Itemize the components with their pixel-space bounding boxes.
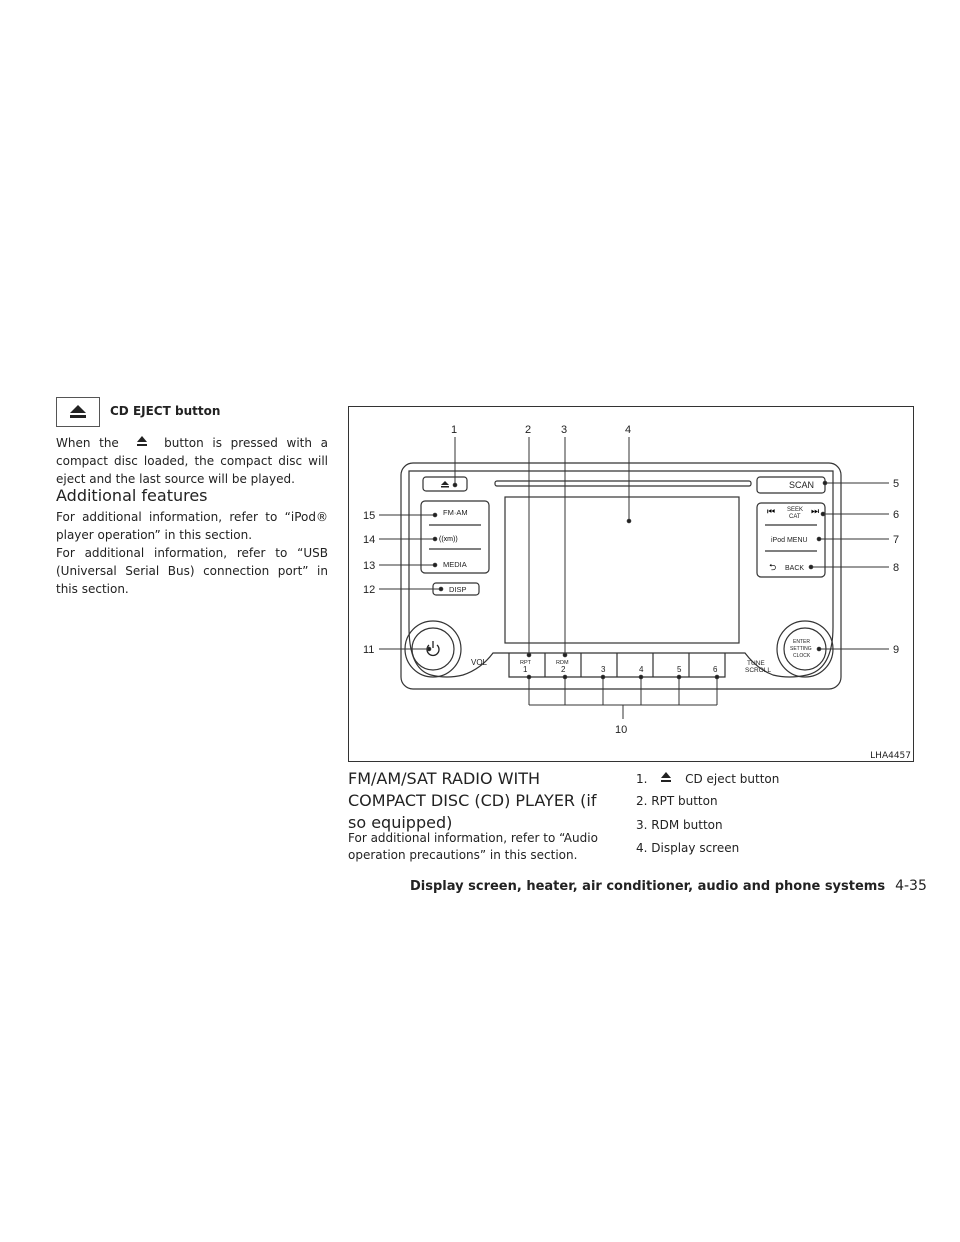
- clock-label: CLOCK: [793, 653, 811, 659]
- callout-12: 12: [363, 584, 376, 596]
- eject-paragraph: [56, 434, 328, 488]
- footer-title: Display screen, heater, air conditioner, audio and phone systems: [410, 879, 886, 894]
- radio-diagram: [348, 406, 914, 762]
- callout-13: 13: [363, 560, 376, 572]
- eject-legend-icon: [651, 770, 681, 784]
- eject-icon: [57, 398, 99, 426]
- seek-label: SEEK: [787, 507, 804, 513]
- rpt-label: RPT: [520, 660, 531, 666]
- ipod-menu-label: iPod MENU: [771, 537, 808, 544]
- callout-15: 15: [363, 510, 376, 522]
- radio-section-title: FM/AM/SAT RADIO WITH COMPACT DISC (CD) PLAYER (if so equipped): [348, 769, 597, 832]
- back-label: BACK: [785, 565, 805, 572]
- callout-5: 5: [893, 478, 900, 490]
- sat-icon: ((xm)): [439, 536, 458, 543]
- tune-label: TUNE: [747, 660, 765, 667]
- callout-14: 14: [363, 534, 376, 546]
- preset-1-label: 1: [523, 665, 528, 674]
- page-number: 4-35: [895, 878, 927, 894]
- media-label: MEDIA: [443, 560, 467, 569]
- seek-back-icon: ⏮: [767, 506, 776, 516]
- callout-2: 2: [525, 424, 532, 436]
- callout-11: 11: [363, 644, 375, 656]
- legend-item-1: 1. CD eject button: [636, 772, 780, 786]
- vol-label: VOL: [471, 658, 488, 667]
- seek-forward-icon: ⏭: [811, 506, 820, 516]
- eject-button-icon: [441, 481, 449, 485]
- callout-8: 8: [893, 562, 900, 574]
- callout-1: 1: [451, 424, 458, 436]
- preset-4-label: 4: [639, 665, 644, 674]
- legend-item-3: 3. RDM button: [636, 818, 723, 832]
- eject-icon-box: [56, 397, 100, 427]
- eject-paragraph-start: When the: [56, 436, 119, 450]
- additional-features-para-1: For additional information, refer to “iPod® player operation” in this section.: [56, 510, 328, 542]
- callout-3: 3: [561, 424, 568, 436]
- back-arrow-icon: ⮌: [769, 562, 777, 572]
- callout-6: 6: [893, 509, 900, 521]
- diagram-code: LHA4457: [870, 751, 911, 761]
- page-footer: [410, 878, 927, 894]
- radio-section-paragraph: For additional information, refer to “Audio operation precautions” in this section.: [348, 831, 598, 862]
- callout-4: 4: [625, 424, 632, 436]
- preset-2-label: 2: [561, 665, 566, 674]
- eject-inline-icon: [128, 434, 156, 448]
- additional-features-para-2: For additional information, refer to “USB (Universal Serial Bus) connection port” in this section.: [56, 546, 328, 596]
- scan-label: SCAN: [789, 480, 815, 490]
- disp-label: DISP: [449, 585, 467, 594]
- eject-heading: CD EJECT button: [110, 404, 221, 418]
- preset-5-label: 5: [677, 665, 682, 674]
- legend-item-4: 4. Display screen: [636, 841, 740, 855]
- callout-7: 7: [893, 534, 900, 546]
- radio-diagram-drawing: [349, 407, 913, 761]
- rdm-label: RDM: [556, 660, 569, 666]
- preset-3-label: 3: [601, 665, 606, 674]
- eject-paragraph-end: button is pressed with a compact disc loaded, the compact disc will eject and the last source will be played.: [56, 436, 328, 486]
- setting-label: SETTING: [790, 646, 812, 652]
- legend-item-2: 2. RPT button: [636, 794, 718, 808]
- callout-9: 9: [893, 644, 900, 656]
- cat-label: CAT: [789, 514, 801, 520]
- preset-6-label: 6: [713, 665, 718, 674]
- fm-am-label: FM·AM: [443, 508, 468, 517]
- callout-10: 10: [615, 724, 628, 736]
- scroll-label: SCROLL: [745, 667, 772, 674]
- enter-label: ENTER: [793, 639, 810, 645]
- additional-features-title: Additional features: [56, 486, 208, 505]
